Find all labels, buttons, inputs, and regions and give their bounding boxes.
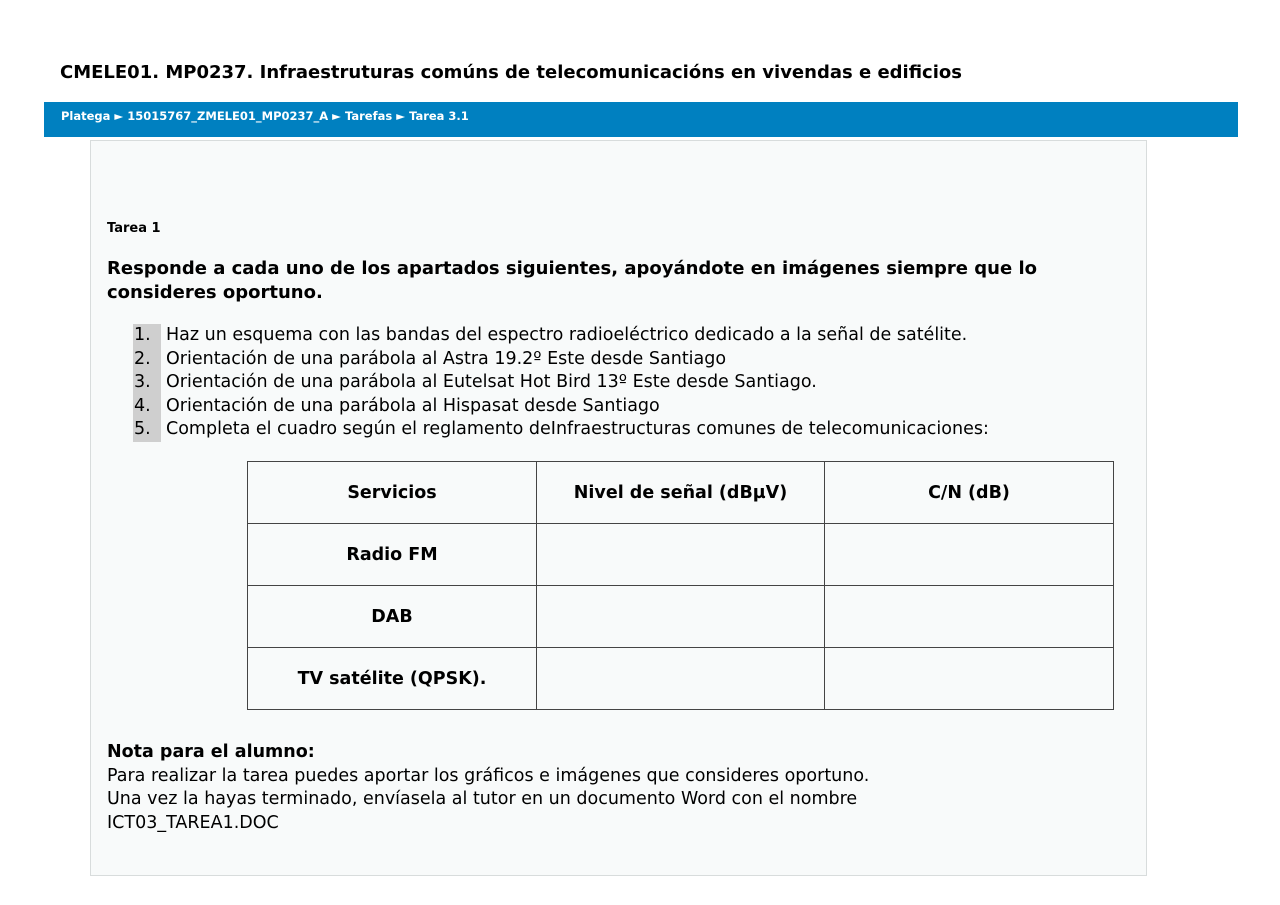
task-intro: Responde a cada uno de los apartados siguientes, apoyándote en imágenes siempre que lo consideres oportuno. <box>107 258 1037 303</box>
table-row <box>248 524 1114 586</box>
assignment-content <box>90 140 1147 876</box>
student-note <box>107 741 1107 835</box>
note-line: Una vez la hayas terminado, envíasela al tutor en un documento Word con el nombre <box>107 789 858 809</box>
signal-levels-table <box>247 461 1114 710</box>
list-item-number: 2. <box>133 348 161 372</box>
navigation-bar <box>44 102 1238 137</box>
course-title: CMELE01. MP0237. Infraestruturas comúns de telecomunicacións en vivendas e edificios <box>60 62 962 83</box>
list-item-number: 5. <box>133 418 161 442</box>
cn-cell <box>825 524 1114 586</box>
service-cell: DAB <box>248 586 537 648</box>
list-item <box>133 348 989 372</box>
level-cell <box>537 524 825 586</box>
list-item <box>133 395 989 419</box>
list-item-text: Orientación de una parábola al Hispasat desde Santiago <box>166 395 660 416</box>
header-cn: C/N (dB) <box>825 462 1114 524</box>
task-label: Tarea 1 <box>107 221 161 236</box>
breadcrumb-link-platega[interactable]: Platega <box>61 109 111 123</box>
breadcrumb-separator-icon: ► <box>332 109 342 123</box>
level-cell <box>537 586 825 648</box>
note-title: Nota para el alumno: <box>107 742 315 762</box>
task-list <box>133 324 989 442</box>
table-header-row <box>248 462 1114 524</box>
breadcrumb-link-course[interactable]: 15015767_ZMELE01_MP0237_A <box>127 109 329 123</box>
header-servicios: Servicios <box>248 462 537 524</box>
list-item <box>133 324 989 348</box>
note-line: ICT03_TAREA1.DOC <box>107 812 279 833</box>
breadcrumb-current-page: Tarea 3.1 <box>409 109 469 123</box>
breadcrumb-separator-icon: ► <box>114 109 124 123</box>
breadcrumb <box>61 109 469 123</box>
list-item <box>133 418 989 442</box>
list-item <box>133 371 989 395</box>
note-line: Para realizar la tarea puedes aportar los gráficos e imágenes que consideres oportuno. <box>107 765 870 786</box>
list-item-text: Completa el cuadro según el reglamento deInfraestructuras comunes de telecomunicaciones: <box>166 419 989 439</box>
list-item-number: 1. <box>133 324 161 348</box>
list-item-text: Orientación de una parábola al Eutelsat Hot Bird 13º Este desde Santiago. <box>166 372 817 392</box>
cn-cell <box>825 586 1114 648</box>
table-row <box>248 648 1114 710</box>
list-item-number: 3. <box>133 371 161 395</box>
list-item-number: 4. <box>133 395 161 419</box>
header-nivel-senal: Nivel de señal (dBµV) <box>537 462 825 524</box>
breadcrumb-separator-icon: ► <box>396 109 406 123</box>
breadcrumb-link-tarefas[interactable]: Tarefas <box>345 109 393 123</box>
list-item-text: Orientación de una parábola al Astra 19.2º Este desde Santiago <box>166 348 727 369</box>
level-cell <box>537 648 825 710</box>
service-cell: TV satélite (QPSK). <box>248 648 537 710</box>
table-row <box>248 586 1114 648</box>
list-item-text: Haz un esquema con las bandas del espectro radioeléctrico dedicado a la señal de satélite. <box>166 325 968 345</box>
service-cell: Radio FM <box>248 524 537 586</box>
cn-cell <box>825 648 1114 710</box>
